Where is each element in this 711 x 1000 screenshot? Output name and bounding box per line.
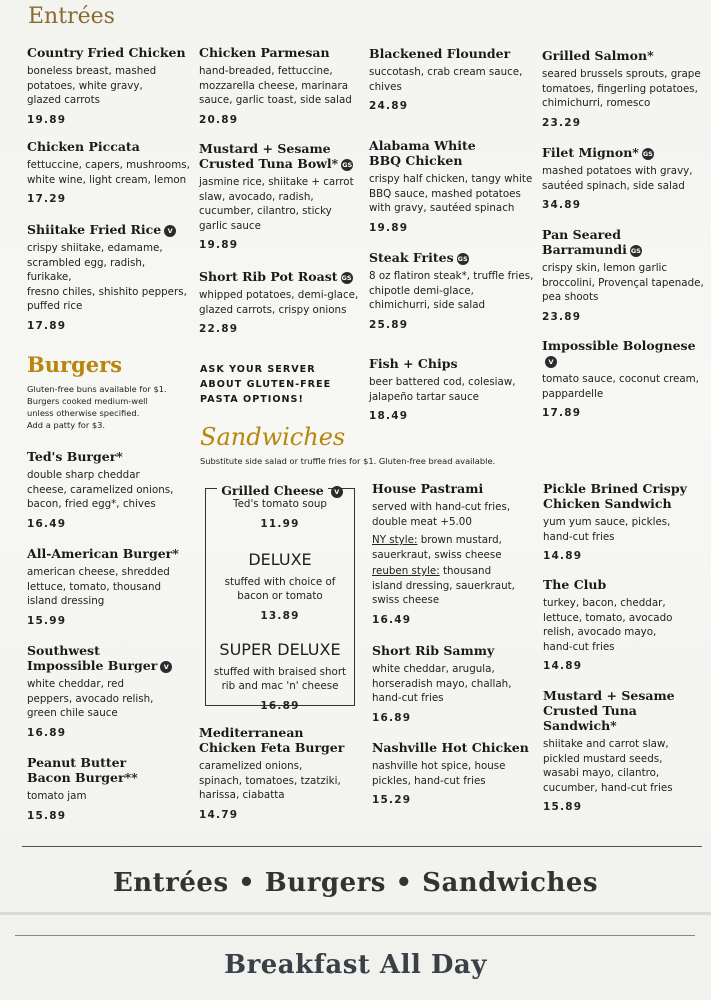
item-description xyxy=(27,64,192,108)
item-description xyxy=(369,375,539,404)
sandwiches-title: Sandwiches xyxy=(200,423,346,451)
tier-description-line: stuffed with choice of xyxy=(224,575,336,588)
item-description-line: BBQ sauce, mashed potatoes xyxy=(369,187,521,200)
menu-item xyxy=(27,755,192,822)
item-description-line: white wine, light cream, lemon xyxy=(27,173,187,186)
item-description-line: chimichurri, romesco xyxy=(542,97,651,109)
item-description xyxy=(27,565,192,609)
item-name xyxy=(199,141,364,171)
item-price: 15.89 xyxy=(543,801,583,813)
item-price: 18.49 xyxy=(369,410,409,422)
item-description-line: mashed potatoes with gravy, xyxy=(542,165,693,177)
sandwiches-note: Substitute side salad or truffle fries for $1. Gluten-free bread available. xyxy=(200,456,496,466)
menu-item xyxy=(199,725,364,821)
item-description-line: puffed rice xyxy=(27,300,83,312)
menu-item xyxy=(369,250,539,331)
burgers-note-line: Gluten-free buns available for $1. xyxy=(27,384,167,394)
tier-label: SUPER DELUXE xyxy=(219,639,341,659)
item-name xyxy=(543,688,708,733)
item-name-line: Shiitake Fried Rice xyxy=(27,222,162,237)
item-description-line: broccolini, Provençal tapenade, xyxy=(542,276,704,289)
menu-item xyxy=(543,481,708,562)
item-description xyxy=(543,515,708,544)
menu-item xyxy=(369,138,539,234)
item-description-line: nashville hot spice, house xyxy=(372,760,506,772)
reuben-style-line: island dressing, sauerkraut, xyxy=(372,579,515,592)
item-description xyxy=(543,737,708,795)
menu-item xyxy=(369,46,539,112)
item-name xyxy=(199,725,364,755)
item-name-line: Fish + Chips xyxy=(369,356,458,371)
menu-item xyxy=(543,688,708,813)
item-name xyxy=(542,145,707,160)
item-description xyxy=(27,789,192,804)
ny-style-line: sauerkraut, swiss cheese xyxy=(372,548,502,561)
item-description xyxy=(199,759,364,803)
item-price: 16.49 xyxy=(372,613,412,626)
item-description-line: harissa, ciabatta xyxy=(199,789,285,801)
gluten-sensitive-badge-icon: GS xyxy=(342,161,353,169)
item-description-line: succotash, crab cream sauce, xyxy=(369,66,523,78)
item-description-line: glazed carrots, crispy onions xyxy=(199,303,347,316)
item-name xyxy=(27,449,192,464)
item-description-line: yum yum sauce, pickles, xyxy=(543,516,671,528)
item-price: 15.99 xyxy=(27,614,67,627)
gluten-sensitive-badge-icon: GS xyxy=(642,150,653,158)
ask-server-note xyxy=(200,362,365,407)
item-name-line: Alabama White xyxy=(369,138,476,153)
item-description-line: tomato sauce, coconut cream, xyxy=(542,373,699,385)
item-price: 17.89 xyxy=(27,319,67,332)
item-description-line: jalapeño tartar sauce xyxy=(369,390,479,403)
item-description xyxy=(199,64,364,108)
item-name-line: Mustard + Sesame xyxy=(199,141,331,156)
gluten-sensitive-badge-icon: GS xyxy=(630,247,641,255)
item-description-line: double sharp cheddar xyxy=(27,469,140,481)
item-description-line: american cheese, shredded xyxy=(27,566,170,578)
item-description-line: pickled mustard seeds, xyxy=(543,752,663,765)
item-price: 24.89 xyxy=(369,100,409,112)
item-description xyxy=(369,65,539,94)
item-description xyxy=(369,172,539,216)
item-name-line: Mediterranean xyxy=(199,725,304,740)
item-name-line: Impossible Burger xyxy=(27,658,158,673)
item-description-line: hand-breaded, fettuccine, xyxy=(199,65,333,77)
menu-item xyxy=(27,139,192,205)
item-description-line: cucumber, cilantro, sticky xyxy=(199,205,332,217)
gluten-sensitive-badge-icon: GS xyxy=(341,274,352,282)
menu-item xyxy=(542,48,707,129)
menu-item xyxy=(27,222,192,332)
menu-item xyxy=(27,449,192,530)
ask-server-line: ABOUT GLUTEN-FREE xyxy=(200,379,332,390)
item-description-line: chipotle demi-glace, xyxy=(369,284,474,297)
item-price: 23.29 xyxy=(542,116,582,129)
divider xyxy=(22,846,702,847)
item-name-line: Pan Seared xyxy=(542,227,621,242)
item-name xyxy=(543,577,708,592)
item-name-line: Ted's Burger* xyxy=(27,449,123,464)
burgers-title: Burgers xyxy=(27,352,123,377)
menu-item xyxy=(542,338,707,419)
item-description-line: peppers, avocado relish, xyxy=(27,692,154,705)
item-price: 23.89 xyxy=(542,310,582,323)
item-name xyxy=(369,138,539,168)
item-description-line: turkey, bacon, cheddar, xyxy=(543,597,666,609)
item-name xyxy=(542,48,707,63)
item-description-line: wasabi mayo, cilantro, xyxy=(543,767,660,779)
item-name-line: Bacon Burger** xyxy=(27,770,138,785)
item-description-line: crispy half chicken, tangy white xyxy=(369,173,533,185)
item-description-line: shiitake and carrot slaw, xyxy=(543,738,669,750)
item-name-line: Barramundi xyxy=(542,242,627,257)
item-name xyxy=(372,643,542,658)
item-price: 14.89 xyxy=(543,660,583,672)
item-description-line: glazed carrots xyxy=(27,94,100,106)
item-description-line: served with hand-cut fries, xyxy=(372,501,511,513)
item-name xyxy=(199,269,364,284)
item-description xyxy=(369,269,539,313)
item-description-line: lettuce, tomato, avocado xyxy=(543,611,673,624)
item-price: 25.89 xyxy=(369,318,409,331)
item-description-line: hand-cut fries xyxy=(543,530,615,543)
item-name-line: Southwest xyxy=(27,643,100,658)
menu-item xyxy=(372,481,542,626)
item-description xyxy=(27,677,192,721)
item-name: House Pastrami xyxy=(372,481,484,496)
grilled-cheese-tiers xyxy=(205,497,355,712)
grilled-cheese-tier xyxy=(205,640,355,712)
item-description-line: seared brussels sprouts, grape xyxy=(542,68,701,80)
tier-description-line: Ted's tomato soup xyxy=(233,498,327,510)
menu-item xyxy=(542,145,707,211)
item-price: 16.49 xyxy=(27,517,67,530)
item-description-line: fresno chiles, shishito peppers, xyxy=(27,285,187,298)
item-name xyxy=(372,740,542,755)
ny-style-desc xyxy=(372,533,542,562)
item-description-line: double meat +5.00 xyxy=(372,515,472,528)
item-description-line: slaw, avocado, radish, xyxy=(199,190,314,203)
item-price: 14.89 xyxy=(543,550,583,562)
item-name xyxy=(542,338,707,368)
item-name xyxy=(199,45,364,60)
item-description-line: fettuccine, capers, mushrooms, xyxy=(27,159,190,171)
item-description-line: crispy shiitake, edamame, xyxy=(27,242,163,254)
item-name-line: Nashville Hot Chicken xyxy=(372,740,529,755)
item-description xyxy=(542,261,707,305)
item-description-line: garlic sauce xyxy=(199,219,261,232)
item-description-line: chimichurri, side salad xyxy=(369,299,486,311)
tier-description xyxy=(205,575,355,604)
item-name xyxy=(27,755,192,785)
menu-item xyxy=(199,141,364,251)
item-name xyxy=(27,546,192,561)
burgers-note-line: Burgers cooked medium-well xyxy=(27,396,148,406)
item-description-line: pickles, hand-cut fries xyxy=(372,774,486,787)
item-name xyxy=(369,356,539,371)
item-name-line: Sandwich* xyxy=(543,718,617,733)
item-description-line: whipped potatoes, demi-glace, xyxy=(199,289,359,301)
item-description-line: bacon, fried egg*, chives xyxy=(27,498,156,510)
reuben-style-line: swiss cheese xyxy=(372,594,440,606)
item-name xyxy=(27,139,192,154)
item-name xyxy=(27,643,192,673)
entrees-title: Entrées xyxy=(28,4,115,29)
item-description-line: with gravy, sautéed spinach xyxy=(369,202,515,214)
reuben-style-line: thousand xyxy=(439,565,492,577)
menu-item xyxy=(27,45,192,126)
item-name-line: Country Fried Chicken xyxy=(27,45,186,60)
item-description-line: sautéed spinach, side salad xyxy=(542,179,685,192)
grilled-cheese-tier xyxy=(205,550,355,622)
item-name-line: All-American Burger* xyxy=(27,546,179,561)
item-price: 19.89 xyxy=(369,221,409,234)
item-name xyxy=(369,46,539,61)
item-name-line: Chicken Piccata xyxy=(27,139,140,154)
item-description-line: sauce, garlic toast, side salad xyxy=(199,94,352,106)
grilled-cheese-name: Grilled Cheese xyxy=(217,483,327,498)
menu-item xyxy=(199,269,364,335)
item-name-line: The Club xyxy=(543,577,607,592)
item-name-line: Filet Mignon* xyxy=(542,145,639,160)
item-price: 19.89 xyxy=(27,113,67,126)
tab-entrees-burgers-sandwiches[interactable]: Entrées • Burgers • Sandwiches xyxy=(112,868,599,898)
item-description xyxy=(372,662,542,706)
menu-item xyxy=(369,356,539,422)
tier-description-line: rib and mac 'n' cheese xyxy=(221,680,339,692)
item-price: 15.89 xyxy=(27,809,67,822)
reuben-style-desc xyxy=(372,564,542,608)
item-description-line: chives xyxy=(369,80,402,93)
item-description-line: 8 oz flatiron steak*, truffle fries, xyxy=(369,270,534,282)
item-name-line: Crusted Tuna Bowl* xyxy=(199,156,339,171)
item-description xyxy=(542,372,707,401)
item-description-line: pea shoots xyxy=(542,291,599,303)
item-price: 14.79 xyxy=(199,808,239,821)
ask-server-line: PASTA OPTIONS! xyxy=(200,394,304,405)
item-name-line: Impossible Bolognese xyxy=(542,338,696,353)
item-name xyxy=(27,222,192,237)
item-price: 34.89 xyxy=(542,199,582,211)
item-description xyxy=(199,175,364,233)
item-name-line: Pickle Brined Crispy xyxy=(543,481,687,496)
item-description-line: caramelized onions, xyxy=(199,760,303,772)
item-name-line: Chicken Feta Burger xyxy=(199,740,345,755)
menu-item xyxy=(27,643,192,739)
menu-item xyxy=(543,577,708,672)
item-description-line: pappardelle xyxy=(542,387,604,400)
item-description-line: scrambled egg, radish, furikake, xyxy=(27,256,146,283)
item-description xyxy=(542,164,707,193)
item-description-line: tomatoes, fingerling potatoes, xyxy=(542,82,698,95)
vegetarian-badge-icon: V xyxy=(160,661,172,673)
burgers-note-line: Add a patty for $3. xyxy=(27,420,106,430)
ask-server-line: ASK YOUR SERVER xyxy=(200,364,316,375)
item-name-line: Steak Frites xyxy=(369,250,454,265)
item-name-line: Mustard + Sesame xyxy=(543,688,675,703)
item-name-line: Chicken Sandwich xyxy=(543,496,672,511)
item-description-line: white cheddar, red xyxy=(27,678,125,690)
ny-style-label: NY style: xyxy=(372,534,418,546)
item-description xyxy=(199,288,364,317)
item-description-line: potatoes, white gravy, xyxy=(27,79,143,92)
item-description-line: hand-cut fries xyxy=(543,640,615,653)
item-description-line: cheese, caramelized onions, xyxy=(27,483,174,496)
item-name-line: Blackened Flounder xyxy=(369,46,511,61)
item-description-line: cucumber, hand-cut fries xyxy=(543,781,673,794)
divider xyxy=(15,935,695,936)
vegetarian-badge-icon: V xyxy=(545,356,557,368)
item-description-line: white cheddar, arugula, xyxy=(372,663,495,675)
item-description-line: relish, avocado mayo, xyxy=(543,626,657,638)
item-price: 19.89 xyxy=(199,239,239,251)
item-description xyxy=(372,759,542,788)
item-description-line: boneless breast, mashed xyxy=(27,65,157,77)
item-name xyxy=(369,250,539,265)
reuben-style-label: reuben style: xyxy=(372,565,440,577)
ny-style-line: brown mustard, xyxy=(417,534,502,546)
tier-price: 13.89 xyxy=(260,609,300,622)
item-name-line: BBQ Chicken xyxy=(369,153,463,168)
item-description xyxy=(27,468,192,512)
item-description xyxy=(372,500,542,608)
tier-label: DELUXE xyxy=(248,549,312,569)
vegetarian-badge-icon: V xyxy=(331,486,343,498)
item-name-line: Crusted Tuna xyxy=(543,703,637,718)
item-description-line: hand-cut fries xyxy=(372,692,444,704)
menu-item xyxy=(27,546,192,627)
item-name-line: Peanut Butter xyxy=(27,755,127,770)
item-description xyxy=(542,67,707,111)
item-description-line: spinach, tomatoes, tzatziki, xyxy=(199,774,341,787)
tier-description xyxy=(205,665,355,694)
menu-item xyxy=(199,45,364,126)
grilled-cheese-tier xyxy=(205,497,355,530)
tier-description xyxy=(205,497,355,512)
item-price: 15.29 xyxy=(372,794,412,806)
burgers-note-line: unless otherwise specified. xyxy=(27,408,140,418)
tab-breakfast-all-day[interactable]: Breakfast All Day xyxy=(224,950,487,980)
item-name xyxy=(543,481,708,511)
tier-description-line: stuffed with braised short xyxy=(213,665,347,678)
item-description xyxy=(27,241,192,314)
item-name-line: Short Rib Pot Roast xyxy=(199,269,338,284)
menu-item xyxy=(372,643,542,724)
tier-description-line: bacon or tomato xyxy=(237,590,323,602)
item-price: 17.89 xyxy=(542,407,582,419)
item-description-line: green chile sauce xyxy=(27,707,118,719)
burgers-note xyxy=(27,383,192,431)
item-name xyxy=(542,227,707,257)
item-price: 16.89 xyxy=(27,726,67,739)
menu-item xyxy=(542,227,707,323)
item-price: 17.29 xyxy=(27,193,67,205)
item-description-line: crispy skin, lemon garlic xyxy=(542,262,668,274)
item-name-line: Short Rib Sammy xyxy=(372,643,495,658)
item-price: 20.89 xyxy=(199,113,239,126)
item-price: 16.89 xyxy=(372,711,412,724)
item-name-line: Grilled Salmon* xyxy=(542,48,654,63)
menu-item xyxy=(372,740,542,806)
item-description xyxy=(27,158,192,187)
item-description-line: island dressing xyxy=(27,595,105,607)
item-description-line: jasmine rice, shiitake + carrot xyxy=(199,176,354,188)
item-name-line: Chicken Parmesan xyxy=(199,45,330,60)
item-description-line: mozzarella cheese, marinara xyxy=(199,79,349,92)
gluten-sensitive-badge-icon: GS xyxy=(457,255,468,263)
item-description-line: beer battered cod, colesiaw, xyxy=(369,376,516,388)
item-description-line: tomato jam xyxy=(27,790,87,802)
tier-price: 16.89 xyxy=(260,699,300,712)
item-description xyxy=(543,596,708,654)
item-description-line: horseradish mayo, challah, xyxy=(372,677,512,690)
tier-price: 11.99 xyxy=(260,517,300,530)
item-description-line: lettuce, tomato, thousand xyxy=(27,580,162,593)
item-name xyxy=(27,45,192,60)
item-price: 22.89 xyxy=(199,323,239,335)
vegetarian-badge-icon: V xyxy=(164,225,176,237)
